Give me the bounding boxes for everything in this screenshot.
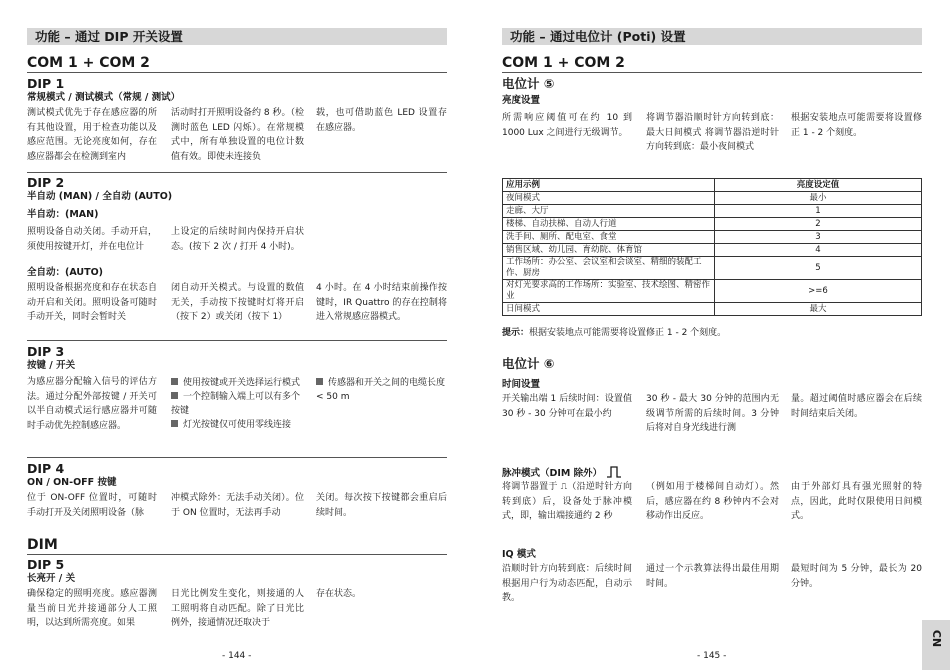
divider — [27, 457, 447, 458]
dip3-title: DIP 3 — [27, 344, 65, 359]
dip4-text-col3: 关闭。每次按下按键都会重启后续时间。 — [316, 493, 447, 518]
section-header: 功能 – 通过 DIP 开关设置 — [27, 28, 447, 45]
dip5-text-col2: 日光比例发生变化，则接通的人工照明将自动匹配。除了日光比例外，接通情况还取决于 — [171, 589, 304, 628]
dip2-man-heading: 半自动：(MAN) — [27, 209, 99, 220]
pulse-text-col1: 将调节器置于 ⎍（沿逆时针方向转到底）后，设备处于脉冲模式，即，输出端接通约 2 秒 — [502, 482, 632, 521]
table-cell: 洗手间、厕所、配电室、食堂 — [503, 231, 715, 244]
iq-text-col2: 通过一个示教算法得出最佳用期时间。 — [646, 564, 779, 589]
table-cell: 楼梯、自动扶梯、自动人行道 — [503, 218, 715, 231]
language-tab-label: CN — [930, 629, 944, 648]
dip2-auto-col3: 4 小时。在 4 小时结束前操作按键时，IR Quattro 的存在控制将进入常规感应器模式。 — [316, 283, 447, 322]
table-cell: 5 — [715, 257, 922, 280]
table-row — [503, 205, 922, 218]
bullet-item: 传感器和开关之间的电缆长度 < 50 m — [316, 378, 446, 402]
table-row — [503, 280, 922, 303]
bullet-square-icon — [171, 420, 178, 427]
language-tab — [922, 620, 950, 670]
com-heading: COM 1 + COM 2 — [502, 55, 625, 71]
table-cell: 销售区域、幼儿园、育幼院、体育馆 — [503, 244, 715, 257]
dip4-subtitle: ON / ON-OFF 按键 — [27, 477, 117, 488]
dip2-auto-col1: 照明设备根据亮度和存在状态自动开启和关闭。照明设备可随时手动开关，同时会暂时关 — [27, 283, 157, 322]
dip5-title: DIP 5 — [27, 557, 65, 572]
divider — [502, 72, 922, 73]
dip5-text-col1: 确保稳定的照明亮度。感应器测量当前日光并接通部分人工照明，以达到所需亮度。如果 — [27, 589, 157, 628]
poti5-text-col1: 所需响应阈值可在约 10 到 1000 Lux 之间进行无级调节。 — [502, 113, 632, 138]
poti6-text-col3: 量。超过阈值时感应器会在后续时间结束后关闭。 — [791, 394, 922, 419]
dip2-man-col1: 照明设备自动关闭。手动开启，须使用按键开灯，并在电位计 — [27, 227, 157, 252]
pulse-text-col3: 由于外部灯具有强光照射的特点，因此，此时仅限使用日间模式。 — [791, 482, 922, 521]
iq-text-col3: 最短时间为 5 分钟，最长为 20 分钟。 — [791, 564, 922, 589]
poti5-text-col2: 将调节器沿顺时针方向转到底：最大日间模式 将调节器沿逆时针方向转到底：最小夜间模式 — [646, 113, 779, 152]
dip3-bullet-list-col2 — [171, 376, 304, 432]
hint-text: 根据安装地点可能需要将设置修正 1 - 2 个刻度。 — [529, 328, 727, 338]
poti6-subtitle: 时间设置 — [502, 379, 541, 390]
dip1-text-col3: 载，也可借助蓝色 LED 设置存在感应器。 — [316, 108, 447, 133]
bullet-item: 使用按键或开关选择运行模式 — [171, 376, 304, 390]
dip3-bullet-list-col3 — [316, 376, 447, 404]
iq-text-col1: 沿顺时针方向转到底：后续时间根据用户行为动态匹配，自动示教。 — [502, 564, 632, 603]
poti6-text-col1: 开关输出端 1 后续时间：设置值 30 秒 - 30 分钟可在最小约 — [502, 394, 632, 419]
table-row — [503, 231, 922, 244]
table-cell: >=6 — [715, 280, 922, 303]
table-cell: 最小 — [715, 192, 922, 205]
dip1-title: DIP 1 — [27, 76, 65, 91]
iq-mode-heading: IQ 模式 — [502, 549, 536, 560]
dip4-text-col2: 冲模式除外：无法手动关闭）。位于 ON 位置时，无法再手动 — [171, 493, 304, 518]
bullet-square-icon — [171, 378, 178, 385]
dip4-text-col1: 位于 ON-OFF 位置时，可随时手动打开及关闭照明设备（脉 — [27, 493, 157, 518]
dip2-auto-heading: 全自动：(AUTO) — [27, 267, 104, 278]
table-cell: 对灯光要求高的工作场所：实验室、技术绘图、精密作业 — [503, 280, 715, 303]
divider — [27, 554, 447, 555]
table-cell: 2 — [715, 218, 922, 231]
com-heading: COM 1 + COM 2 — [27, 55, 150, 71]
table-cell: 工作场所：办公室、会议室和会谈室、精细的装配工作、厨房 — [503, 257, 715, 280]
page-number: - 145 - — [697, 651, 727, 661]
dip1-text-col1: 测试模式优先于存在感应器的所有其他设置，用于检查功能以及感应范围。无论亮度如何，存在感应器都会在检测到室内 — [27, 108, 157, 162]
pulse-text-col2: （例如用于楼梯间自动灯）。然后，感应器在约 8 秒钟内不会对移动作出反应。 — [646, 482, 779, 521]
page-number: - 144 - — [222, 651, 252, 661]
poti5-subtitle: 亮度设置 — [502, 95, 541, 106]
divider — [27, 172, 447, 173]
table-row — [503, 192, 922, 205]
divider — [27, 72, 447, 73]
divider — [27, 340, 447, 341]
table-header-cell: 亮度设定值 — [715, 179, 922, 192]
dip3-text-col1: 为感应器分配输入信号的评估方法。通过分配外部按键 / 开关可以半自动模式运行感应器并可随时手动优先控制感应器。 — [27, 377, 157, 431]
pulse-icon — [606, 466, 622, 478]
bullet-square-icon — [316, 378, 323, 385]
dim-heading: DIM — [27, 537, 58, 553]
dip2-auto-col2: 闭自动开关模式。与设置的数值无关，手动按下按键时灯将开启（按下 2）或关闭（按下 1） — [171, 283, 304, 322]
table-cell: 1 — [715, 205, 922, 218]
table-cell: 4 — [715, 244, 922, 257]
pulse-mode-heading: 脉冲模式（DIM 除外） — [502, 466, 622, 480]
dip4-title: DIP 4 — [27, 461, 65, 476]
table-cell: 最大 — [715, 303, 922, 316]
dip1-subtitle: 常规模式 / 测试模式（常规 / 测试） — [27, 92, 181, 103]
hint-note — [502, 326, 922, 341]
table-header-cell: 应用示例 — [503, 179, 715, 192]
poti6-title: 电位计 ⑥ — [502, 356, 555, 371]
hint-label: 提示： — [502, 328, 530, 338]
poti5-title: 电位计 ⑤ — [502, 76, 555, 91]
dip2-title: DIP 2 — [27, 175, 65, 190]
bullet-item: 一个控制输入端上可以有多个按键 — [171, 392, 301, 416]
brightness-table — [502, 178, 922, 316]
table-header-row — [503, 179, 922, 192]
poti6-text-col2: 30 秒 - 最大 30 分钟的范围内无级调节所需的后续时间。3 分钟后将对自身光线进行测 — [646, 394, 779, 433]
bullet-square-icon — [171, 392, 178, 399]
right-page — [475, 0, 950, 670]
table-row — [503, 257, 922, 280]
dip5-text-col3: 存在状态。 — [316, 589, 362, 599]
table-row — [503, 218, 922, 231]
table-row — [503, 303, 922, 316]
bullet-item: 灯光按键仅可使用零线连接 — [171, 418, 304, 432]
dip3-subtitle: 按键 / 开关 — [27, 360, 76, 371]
poti5-text-col3: 根据安装地点可能需要将设置修正 1 - 2 个刻度。 — [791, 113, 922, 138]
table-row — [503, 244, 922, 257]
dip5-subtitle: 长亮开 / 关 — [27, 573, 76, 584]
table-cell: 夜间模式 — [503, 192, 715, 205]
dip1-text-col2: 活动时打开照明设备约 8 秒。（检测时蓝色 LED 闪烁）。在常规模式中，所有单独设置的电位计数值有效。即使未连接负 — [171, 108, 304, 162]
dip2-subtitle: 半自动 (MAN) / 全自动 (AUTO) — [27, 191, 173, 202]
dip2-man-col2: 上设定的后续时间内保持开启状态。(按下 2 次 / 打开 4 小时)。 — [171, 227, 304, 252]
table-cell: 3 — [715, 231, 922, 244]
table-cell: 走廊、大厅 — [503, 205, 715, 218]
table-cell: 日间模式 — [503, 303, 715, 316]
section-header: 功能 – 通过电位计 (Poti) 设置 — [502, 28, 922, 45]
